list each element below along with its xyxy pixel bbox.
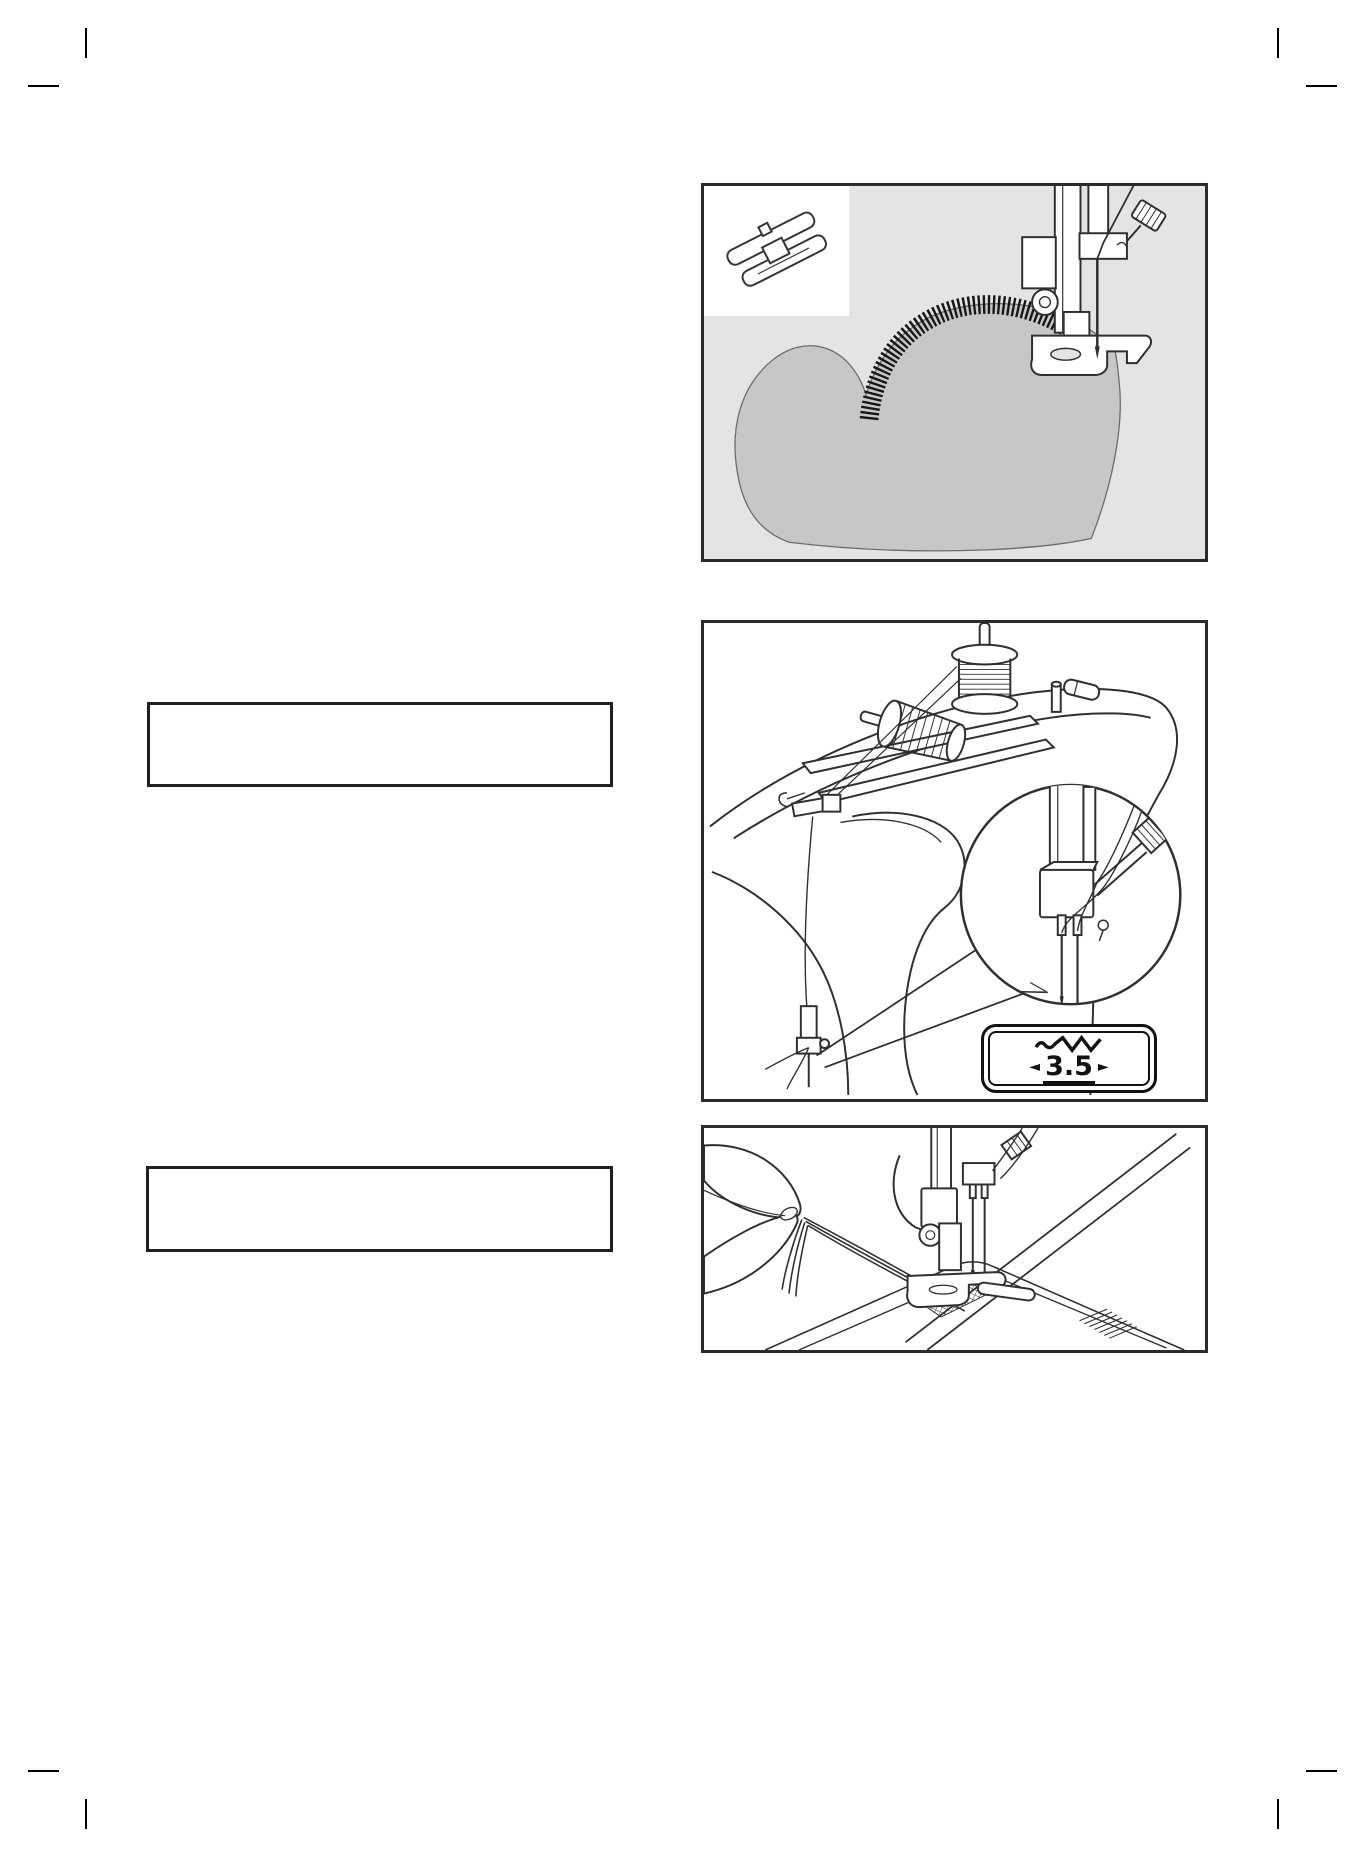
satin-stitch-heart-illustration [701, 183, 1208, 562]
lcd-screen [988, 1031, 1150, 1086]
slide-bar [977, 1282, 1035, 1301]
thread [765, 1048, 808, 1070]
upper-thread-guide [779, 793, 840, 816]
presser-bar [1055, 186, 1081, 333]
crop-mark-top-right-v [1277, 28, 1279, 58]
needle-shank [982, 1184, 988, 1198]
needle-area [765, 1006, 829, 1089]
foot-slot [929, 1285, 957, 1294]
foot-shank [939, 1223, 961, 1270]
thread [805, 817, 813, 1007]
foot-slot [1051, 348, 1081, 360]
thread-spool [952, 623, 1017, 714]
index-finger [704, 1145, 801, 1218]
needle-bar [1088, 186, 1108, 235]
thread-guide-bar [819, 740, 1054, 803]
face-plate-curve [852, 813, 964, 1095]
panel3-artwork [704, 1128, 1205, 1350]
stitch-width-display [981, 1024, 1157, 1093]
stitch-width-row [1029, 1053, 1108, 1084]
foot-shank [1064, 312, 1090, 338]
crop-mark-bottom-left-v [85, 1799, 87, 1829]
crop-mark-bottom-left-h [28, 1770, 59, 1772]
stitch-width-value: 3.5 [1045, 1051, 1093, 1082]
increase-arrow-icon: ► [1097, 1058, 1109, 1075]
crop-mark-bottom-right-v [1277, 1799, 1279, 1829]
foot-holder [921, 1188, 957, 1227]
extra-spool-pin [1052, 678, 1101, 712]
needle-clamp [963, 1163, 995, 1184]
decrease-arrow-icon: ◄ [1029, 1058, 1041, 1075]
crop-mark-top-right-h [1306, 85, 1337, 87]
crop-mark-top-left-h [28, 85, 59, 87]
note-box [146, 1166, 613, 1252]
needle-shank [970, 1184, 976, 1198]
thread-guide-bar [803, 716, 1038, 773]
needle-clamp [1080, 233, 1127, 259]
crop-mark-bottom-right-h [1306, 1770, 1337, 1772]
panel1-artwork [704, 186, 1205, 559]
foot-holder-bracket [1022, 237, 1056, 288]
hold-threads-under-foot-illustration [701, 1125, 1208, 1353]
presser-foot-assembly [894, 1128, 1038, 1307]
twin-needle-threading-illustration [701, 620, 1208, 1102]
note-box [147, 702, 613, 787]
plate-grip-hatching [1080, 1309, 1137, 1338]
crop-mark-top-left-v [85, 28, 87, 58]
presser-bar [931, 1128, 951, 1195]
